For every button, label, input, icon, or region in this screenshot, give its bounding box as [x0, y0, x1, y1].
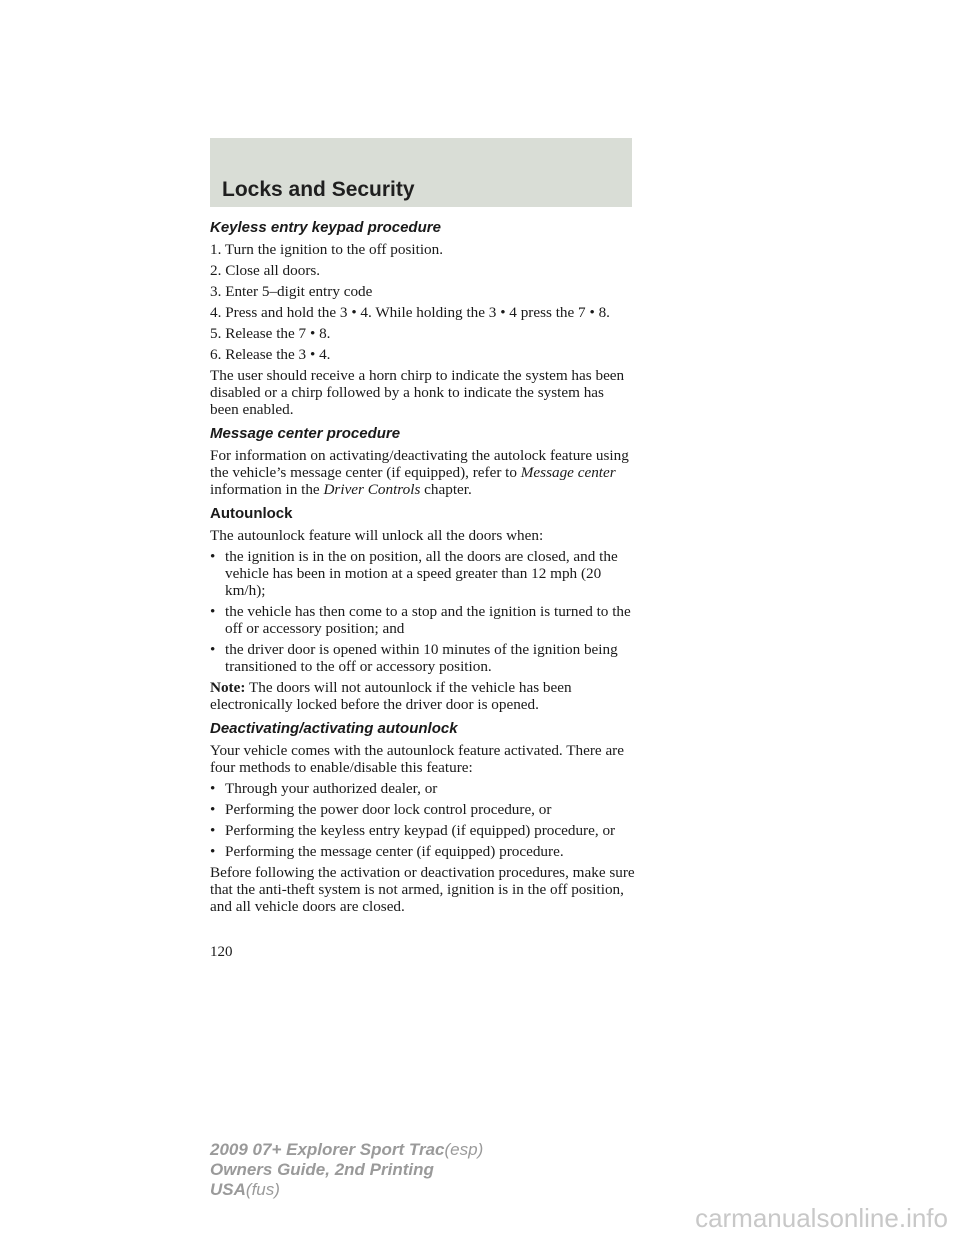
autounlock-bullet	[210, 641, 635, 675]
bullet-text: Performing the message center (if equipped) procedure.	[225, 843, 564, 860]
bullet-icon: •	[210, 780, 216, 797]
message-center-text-before: For information on activating/deactivating the autolock feature using the vehicle’s message center (if equipped), refer to	[210, 447, 629, 481]
autounlock-heading: Autounlock	[210, 505, 293, 522]
message-center-text-middle: information in the	[210, 481, 324, 498]
message-center-text-after: chapter.	[420, 481, 472, 498]
page-number: 120	[210, 944, 233, 960]
keypad-step: 2. Close all doors.	[210, 262, 321, 279]
note-label: Note:	[210, 679, 246, 696]
bullet-text: Performing the power door lock control procedure, or	[225, 801, 552, 818]
footer-model-code: (esp)	[444, 1140, 484, 1159]
autounlock-bullet	[210, 548, 635, 599]
keypad-step: 4. Press and hold the 3 • 4. While holding the 3 • 4 press the 7 • 8.	[210, 304, 610, 321]
message-center-reference: Message center	[520, 464, 616, 481]
bullet-text: Performing the keyless entry keypad (if equipped) procedure, or	[225, 822, 616, 839]
keypad-step: 6. Release the 3 • 4.	[210, 346, 331, 363]
autounlock-intro: The autounlock feature will unlock all the doors when:	[210, 527, 544, 544]
page-content	[210, 219, 635, 919]
document-footer	[210, 1140, 483, 1200]
method-bullet	[210, 843, 635, 860]
autounlock-bullet	[210, 603, 635, 637]
footer-line-1	[210, 1140, 483, 1160]
note-text: The doors will not autounlock if the vehicle has been electronically locked before the driver door is opened.	[210, 679, 572, 713]
bullet-icon: •	[210, 641, 216, 658]
keypad-result-text: The user should receive a horn chirp to indicate the system has been disabled or a chirp followed by a honk to indicate the system has been enabled.	[210, 367, 625, 418]
bullet-icon: •	[210, 843, 216, 860]
keypad-procedure-heading: Keyless entry keypad procedure	[210, 219, 441, 236]
deactivating-intro: Your vehicle comes with the autounlock feature activated. There are four methods to enable/disable this feature:	[210, 742, 624, 776]
footer-line-2: Owners Guide, 2nd Printing	[210, 1160, 434, 1179]
footer-model: 2009 07+ Explorer Sport Trac	[210, 1140, 445, 1159]
keypad-step: 3. Enter 5–digit entry code	[210, 283, 373, 300]
autounlock-note	[210, 679, 635, 713]
bullet-icon: •	[210, 822, 216, 839]
bullet-icon: •	[210, 603, 216, 620]
deactivating-heading: Deactivating/activating autounlock	[210, 720, 458, 737]
driver-controls-reference: Driver Controls	[323, 481, 421, 498]
keypad-step: 1. Turn the ignition to the off position.	[210, 241, 444, 258]
method-bullet	[210, 822, 635, 839]
method-bullet	[210, 780, 635, 797]
keypad-step: 5. Release the 7 • 8.	[210, 325, 331, 342]
bullet-text: the vehicle has then come to a stop and the ignition is turned to the off or accessory position; and	[225, 603, 631, 637]
method-bullet	[210, 801, 635, 818]
message-center-heading: Message center procedure	[210, 425, 401, 442]
message-center-text	[210, 447, 635, 498]
deactivating-closing: Before following the activation or deactivation procedures, make sure that the anti-theft system is not armed, ignition is in the off position, and all vehicle doors are closed.	[210, 864, 635, 915]
footer-line-3	[210, 1180, 483, 1200]
bullet-icon: •	[210, 548, 216, 565]
footer-region: USA	[210, 1180, 246, 1199]
bullet-text: the driver door is opened within 10 minutes of the ignition being transitioned to the off or accessory position.	[225, 641, 618, 675]
bullet-icon: •	[210, 801, 216, 818]
footer-region-code: (fus)	[245, 1180, 280, 1199]
bullet-text: Through your authorized dealer, or	[225, 780, 438, 797]
watermark-logo: carmanualsonline.info	[695, 1203, 948, 1233]
bullet-text: the ignition is in the on position, all the doors are closed, and the vehicle has been in motion at a speed greater than 12 mph (20 km/h);	[225, 548, 618, 599]
section-title: Locks and Security	[222, 178, 415, 201]
